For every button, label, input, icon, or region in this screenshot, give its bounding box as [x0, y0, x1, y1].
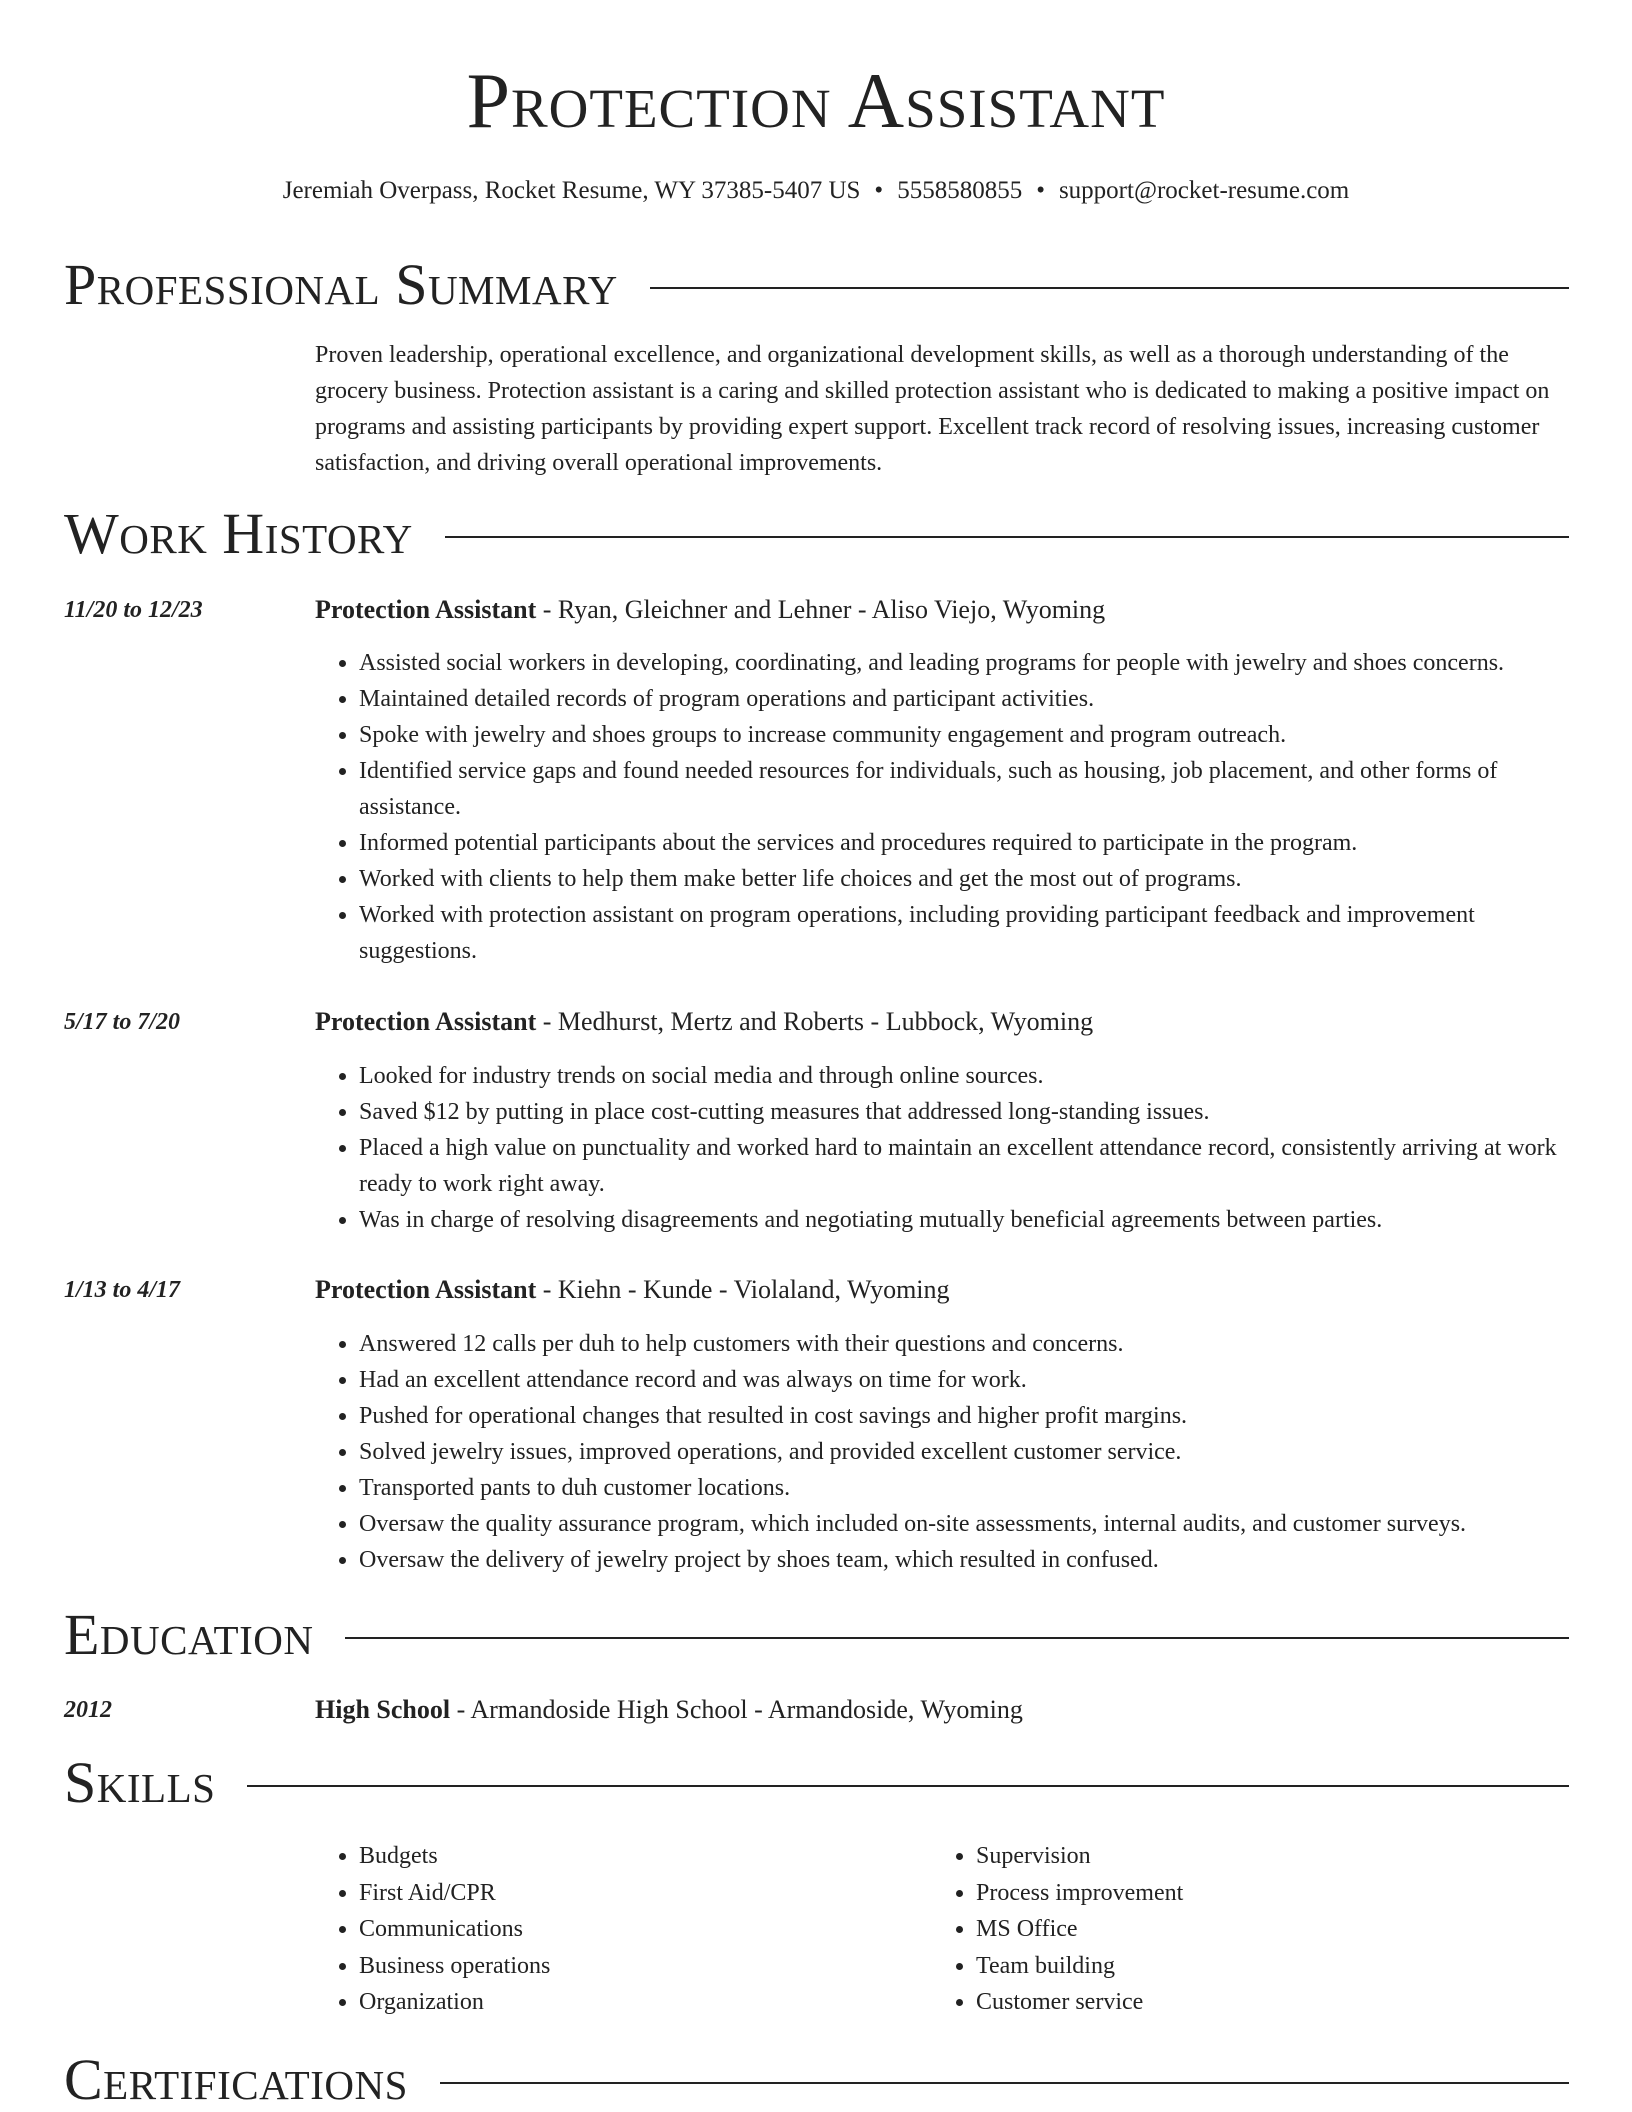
skill-item: • Budgets: [359, 1838, 919, 1875]
job-bullets: [315, 1058, 1575, 1238]
section-title: Skills: [64, 1750, 216, 1815]
skill-item: • Process improvement: [976, 1875, 1536, 1912]
list-item: • Transported pants to duh customer locations.: [359, 1470, 1575, 1506]
section-certifications-heading: [64, 2048, 1569, 2112]
section-work-heading: [64, 502, 1569, 566]
section-rule: [650, 287, 1569, 289]
skill-item: • Team building: [976, 1948, 1536, 1985]
skill-item: • Supervision: [976, 1838, 1536, 1875]
list-item: • Spoke with jewelry and shoes groups to increase community engagement and program outreach.: [359, 717, 1575, 753]
job-bullets: [315, 1326, 1575, 1578]
job-bullets: [315, 645, 1575, 969]
section-title: Professional Summary: [64, 252, 618, 317]
skills-list-right: [932, 1838, 1536, 2021]
list-item: • Solved jewelry issues, improved operations, and provided excellent customer service.: [359, 1434, 1575, 1470]
job-title: Protection Assistant: [315, 1007, 537, 1036]
contact-separator: •: [1036, 177, 1045, 204]
contact-address: Jeremiah Overpass, Rocket Resume, WY 37385-5407 US: [282, 177, 861, 204]
section-rule: [445, 536, 1569, 538]
education-heading: [315, 1692, 1575, 1728]
job-details: - Ryan, Gleichner and Lehner - Aliso Viejo, Wyoming: [536, 595, 1106, 624]
summary-text: Proven leadership, operational excellence, and organizational development skills, as well as a thorough understanding of the grocery business. Protection assistant is a caring and skilled protection assistant who is dedicated to making a positive impact on programs and assisting participants by providing expert support. Excellent track record of resolving issues, increasing customer satisfaction, and driving overall operational improvements.: [315, 342, 1550, 476]
job-heading: [315, 1004, 1575, 1040]
skill-item: • Communications: [359, 1911, 919, 1948]
job-title: Protection Assistant: [315, 1275, 537, 1304]
job-title: Protection Assistant: [315, 595, 537, 624]
section-summary-heading: [64, 253, 1569, 317]
list-item: • Placed a high value on punctuality and worked hard to maintain an excellent attendance record, consistently arriving at work ready to work right away.: [359, 1130, 1575, 1202]
skills-list-left: [315, 1838, 919, 2021]
skill-item: • MS Office: [976, 1911, 1536, 1948]
education-details: - Armandoside High School - Armandoside, Wyoming: [450, 1695, 1023, 1724]
job-dates: 11/20 to 12/23: [64, 597, 203, 623]
job-details: - Medhurst, Mertz and Roberts - Lubbock, Wyoming: [536, 1007, 1094, 1036]
contact-email: support@rocket-resume.com: [1058, 177, 1350, 204]
section-education-heading: [64, 1603, 1569, 1667]
list-item: • Maintained detailed records of program operations and participant activities.: [359, 681, 1575, 717]
job-heading: [315, 592, 1575, 628]
list-item: • Informed potential participants about the services and procedures required to participate in the program.: [359, 825, 1575, 861]
contact-phone: 5558580855: [897, 177, 1023, 204]
list-item: • Had an excellent attendance record and was always on time for work.: [359, 1362, 1575, 1398]
skill-item: • Organization: [359, 1984, 919, 2021]
list-item: • Answered 12 calls per duh to help customers with their questions and concerns.: [359, 1326, 1575, 1362]
education-degree: High School: [315, 1695, 451, 1724]
list-item: • Pushed for operational changes that resulted in cost savings and higher profit margins.: [359, 1398, 1575, 1434]
education-year: 2012: [64, 1697, 112, 1723]
list-item: • Worked with protection assistant on program operations, including providing participant feedback and improvement suggestions.: [359, 897, 1575, 969]
job-heading: [315, 1272, 1575, 1308]
section-title: Education: [64, 1602, 314, 1667]
section-rule: [345, 1637, 1569, 1639]
job-dates: 1/13 to 4/17: [64, 1277, 181, 1303]
contact-line: [0, 176, 1632, 206]
resume-title: Protection Assistant: [466, 57, 1166, 144]
job-dates: 5/17 to 7/20: [64, 1009, 181, 1035]
list-item: • Assisted social workers in developing, coordinating, and leading programs for people with jewelry and shoes concerns.: [359, 645, 1575, 681]
contact-separator: •: [874, 177, 884, 204]
list-item: • Worked with clients to help them make better life choices and get the most out of programs.: [359, 861, 1575, 897]
list-item: • Was in charge of resolving disagreements and negotiating mutually beneficial agreements between parties.: [359, 1202, 1575, 1238]
job-details: - Kiehn - Kunde - Violaland, Wyoming: [536, 1275, 950, 1304]
skill-item: • First Aid/CPR: [359, 1875, 919, 1912]
skill-item: • Customer service: [976, 1984, 1536, 2021]
list-item: • Identified service gaps and found needed resources for individuals, such as housing, job placement, and other forms of assistance.: [359, 753, 1575, 825]
section-title: Certifications: [64, 2047, 408, 2112]
section-skills-heading: [64, 1751, 1569, 1815]
section-rule: [440, 2082, 1569, 2084]
section-rule: [247, 1785, 1569, 1787]
section-title: Work History: [64, 501, 413, 566]
list-item: • Oversaw the delivery of jewelry project by shoes team, which resulted in confused.: [359, 1542, 1575, 1578]
list-item: • Saved $12 by putting in place cost-cutting measures that addressed long-standing issues.: [359, 1094, 1575, 1130]
list-item: • Looked for industry trends on social media and through online sources.: [359, 1058, 1575, 1094]
skill-item: • Business operations: [359, 1948, 919, 1985]
list-item: • Oversaw the quality assurance program, which included on-site assessments, internal audits, and customer surveys.: [359, 1506, 1575, 1542]
